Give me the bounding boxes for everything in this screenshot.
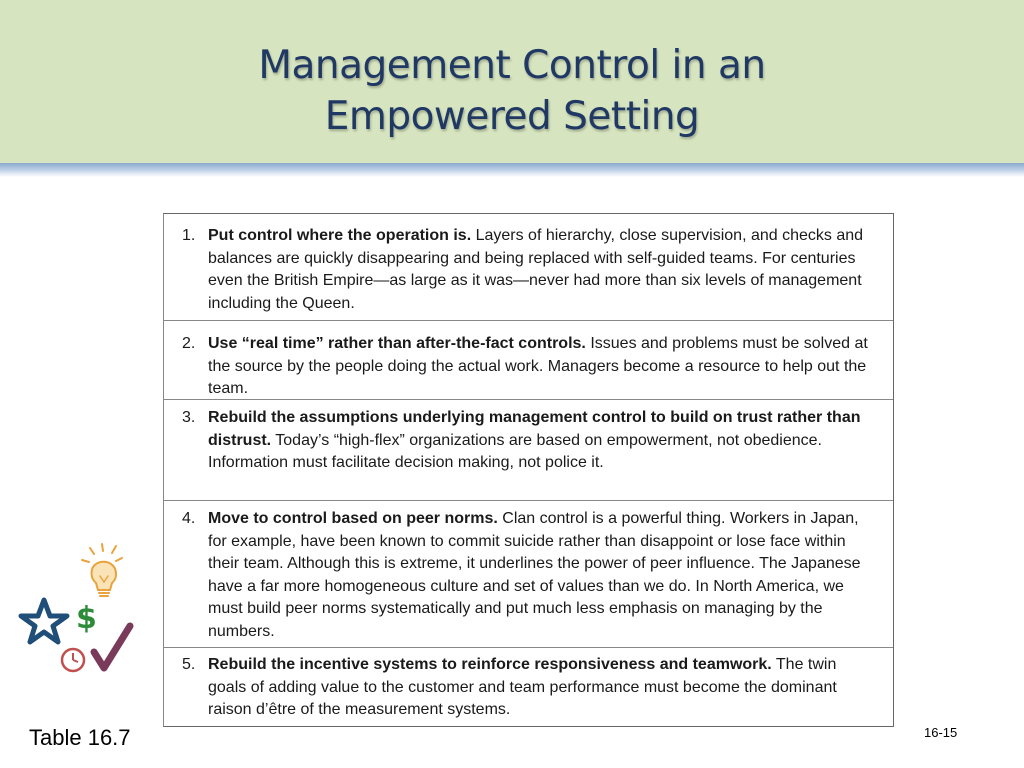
slide-title-line-1: Management Control in an	[258, 43, 766, 88]
clock-icon	[62, 649, 84, 671]
table-row	[164, 400, 893, 501]
row-body: Clan control is a powerful thing. Workers in Japan, for example, have been known to commit suicide rather than disappoint or lose face within their team. Although this is extreme, it underlines the power of peer influence. The Japanese have a far more homogeneous culture and set of values than we do. In North America, we must build peer norms systematically and put much less emphasis on managing by the numbers.	[208, 510, 861, 640]
table-row	[164, 321, 893, 400]
row-body: The twin goals of adding value to the customer and team performance must become the dominant raison d’être of the measurement systems.	[208, 656, 837, 718]
row-text	[208, 333, 875, 401]
banner-shadow	[0, 163, 1024, 177]
content-table	[163, 213, 894, 727]
row-body: Layers of hierarchy, close supervision, and checks and balances are quickly disappearing and being replaced with self-guided teams. For centuries even the British Empire—as large as it was—never had more than six levels of management including the Queen.	[208, 227, 864, 312]
table-row	[164, 501, 893, 648]
slide-number: 16-15	[924, 725, 958, 740]
row-heading: Move to control based on peer norms.	[208, 510, 498, 527]
decorative-icons	[18, 540, 148, 680]
table-row	[164, 214, 893, 321]
table-caption: Table 16.7	[29, 725, 131, 750]
row-text	[208, 508, 875, 643]
row-text	[208, 654, 875, 722]
row-number: 4.	[182, 510, 196, 527]
slide-title-line-2: Empowered Setting	[324, 94, 700, 139]
row-text	[208, 225, 875, 315]
row-heading: Rebuild the incentive systems to reinforce responsiveness and teamwork.	[208, 656, 772, 673]
row-number: 1.	[182, 227, 196, 244]
dollar-icon: $	[76, 601, 97, 636]
row-body: Today’s “high-flex” organizations are based on empowerment, not obedience. Information must facilitate decision making, not police it.	[208, 431, 822, 471]
slide-title	[0, 40, 1024, 142]
table-row	[164, 648, 893, 728]
row-body: Issues and problems must be solved at the source by the people doing the actual work. Managers become a resource to help out the team.	[208, 335, 868, 397]
lightbulb-icon	[82, 544, 122, 596]
row-heading: Rebuild the assumptions underlying management control to build on trust rather than distrust.	[208, 409, 861, 449]
row-number: 5.	[182, 656, 196, 673]
row-number: 2.	[182, 335, 196, 352]
icon-cluster	[18, 540, 148, 680]
row-number: 3.	[182, 409, 196, 426]
row-heading: Put control where the operation is.	[208, 227, 472, 244]
row-heading: Use “real time” rather than after-the-fact controls.	[208, 335, 586, 352]
row-text	[208, 407, 875, 475]
checkmark-icon	[94, 626, 130, 668]
star-icon	[21, 600, 67, 642]
